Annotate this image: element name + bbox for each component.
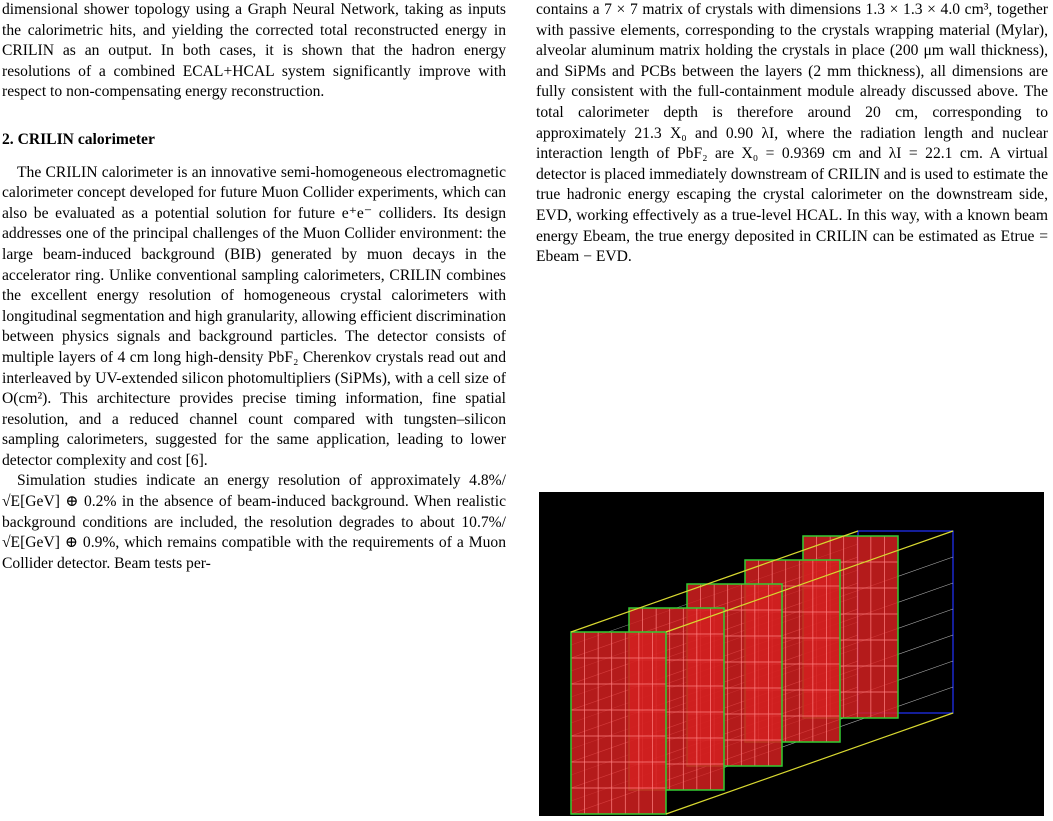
left-column (2, 0, 506, 574)
crilin-detector-render (539, 492, 1044, 816)
right-paragraph: contains a 7 × 7 matrix of crystals with dimensions 1.3 × 1.3 × 4.0 cm³, together with passive elements, corresponding to the crystals wrapping material (Mylar), alveolar aluminum matrix holding the crystals in place (200 μm wall thickness), and SiPMs and PCBs between the layers (2 mm thickness), all dimensions are fully consistent with the full-containment module already discussed above. The total calorimeter depth is therefore around 20 cm, corresponding to approximately 21.3 X₀ and 0.90 λI, where the radiation length and nuclear interaction length of PbF₂ are X₀ = 0.9369 cm and λI = 22.1 cm. A virtual detector is placed immediately downstream of CRILIN and is used to estimate the true hadronic energy escaping the crystal calorimeter on the downstream side, EVD, working effectively as a true-level HCAL. In this way, with a known beam energy Ebeam, the true energy deposited in CRILIN can be estimated as Etrue = Ebeam − EVD. (536, 1, 1048, 266)
right-column (536, 0, 1048, 268)
body-paragraph-2: Simulation studies indicate an energy resolution of approximately 4.8%/ √E[GeV] ⊕ 0.2% in the absence of beam-induced background. When realistic background conditions are included, the resolution degrades to about 10.7%/ √E[GeV] ⊕ 0.9%, which remains compatible with the requirements of a Muon Collider detector. Beam tests per- (2, 472, 506, 572)
intro-paragraph: dimensional shower topology using a Graph Neural Network, taking as inputs the calorimetric hits, and yielding the corrected total reconstructed energy in CRILIN as an output. In both cases, it is shown that the hadron energy resolutions of a combined ECAL+HCAL system significantly improve with respect to non-compensating energy reconstruction. (2, 1, 506, 101)
crystal-layer (571, 632, 666, 814)
body-paragraph-1: The CRILIN calorimeter is an innovative semi-homogeneous electromagnetic calorimeter concept developed for future Muon Collider experiments, which can also be evaluated as a potential solution for future e⁺e⁻ colliders. Its design addresses one of the principal challenges of the Muon Collider environment: the large beam-induced background (BIB) generated by muon decays in the accelerator ring. Unlike conventional sampling calorimeters, CRILIN combines the excellent energy resolution of homogeneous crystal calorimeters with longitudinal segmentation and high granularity, allowing efficient discrimination between physics signals and background particles. The detector consists of multiple layers of 4 cm long high-density PbF₂ Cherenkov crystals read out and interleaved by UV-extended silicon photomultipliers (SiPMs), with a cell size of O(cm²). This architecture provides precise timing information, fine spatial resolution, and a reduced channel count compared with tungsten–silicon sampling calorimeters, suggested for the same application, leading to lower detector complexity and cost [6]. (2, 163, 506, 469)
section-title: 2. CRILIN calorimeter (2, 130, 155, 148)
crilin-detector-figure (539, 492, 1044, 816)
